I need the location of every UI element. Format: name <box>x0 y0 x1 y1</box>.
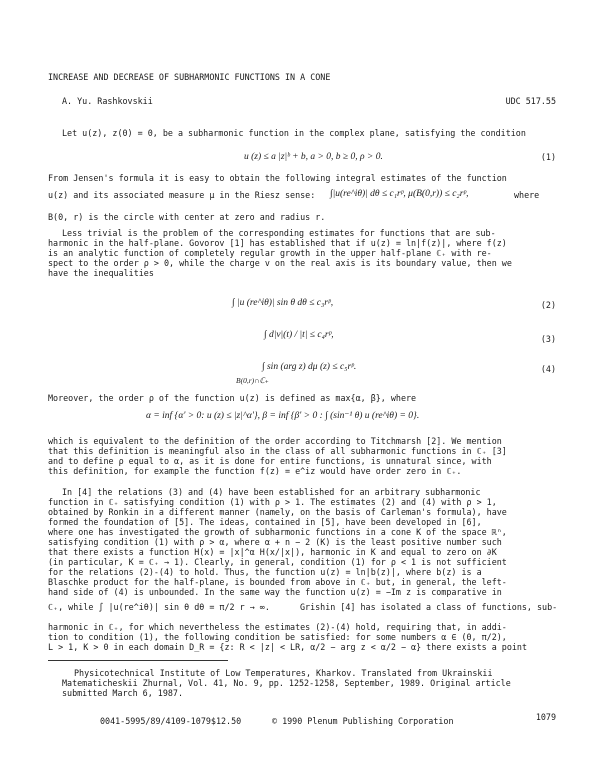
affiliation-line-3: submitted March 6, 1987. <box>62 688 184 698</box>
paragraph-5-line-4: this definition, for example the function f(z) = e^iz would have order zero in ℂ₊. <box>48 466 462 476</box>
paragraph-2-formula: ∫|u(re^iθ)| dθ ≤ c₁rᵖ, μ(B(0,r)) ≤ c₂rᵖ, <box>330 189 469 199</box>
paragraph-6-line-1: In [4] the relations (3) and (4) have been established for an arbitrary subharmonic <box>62 487 481 497</box>
paragraph-6-line-6: satisfying condition (1) with ρ > α, where α + n − 2 (K) is the least positive number such <box>48 537 502 547</box>
paragraph-3-line-5: have the inequalities <box>48 268 154 278</box>
footnote-rule <box>48 660 228 661</box>
affiliation-line-1: Physicotechnical Institute of Low Temperatures, Kharkov. Translated from Ukrainskii <box>74 668 493 678</box>
equation-4: ∫ sin (arg z) dμ (z) ≤ c₅rᵖ. <box>262 362 357 372</box>
paragraph-4: Moreover, the order ρ of the function u(z) is defined as max{α, β}, where <box>48 393 417 403</box>
equation-5: α = inf {α' > 0: u (z) ≤ |z|^α'}, β = inf {β' > 0 : ∫ (sin⁻¹ θ) u (re^iθ) = 0}. <box>146 411 420 421</box>
paragraph-6-line-9: for the relations (2)-(4) to hold. Thus, the function u(z) = ln|b(z)|, where b(z) is a <box>48 567 482 577</box>
page-number: 1079 <box>535 712 556 722</box>
paragraph-5-line-3: and to define ρ equal to α, as it is done for entire functions, is unnatural since, with <box>48 456 492 466</box>
paragraph-6-line-12b: Grishin [4] has isolated a class of functions, sub- <box>300 602 558 612</box>
affiliation-line-2: Matematicheskii Zhurnal, Vol. 41, No. 9, pp. 1252-1258, September, 1989. Original article <box>62 678 511 688</box>
equation-3-number: (3) <box>540 334 556 344</box>
paragraph-6-line-15: L > 1, K > 0 in each domain D_R = {z: R < |z| < LR, α/2 − arg z < α/2 − α} there exists a point <box>48 642 528 652</box>
paragraph-6-line-2: function in ℂ₊ satisfying condition (1) with ρ > 1. The estimates (2) and (4) with ρ > 1, <box>48 497 497 507</box>
equation-4-subscript: B(0,r)∩ℂ₊ <box>236 376 269 385</box>
paragraph-3-line-4: spect to the order ρ > 0, while the charge v on the real axis is its boundary value, then we <box>48 258 512 268</box>
paragraph-6-line-10: Blaschke product for the half-plane, is bounded from above in ℂ₊ but, in general, the left- <box>48 577 507 587</box>
issn-code: 0041-5995/89/4109-1079$12.50 <box>100 716 242 726</box>
udc-code: UDC 517.55 <box>505 96 556 106</box>
paragraph-6-line-11: hand side of (4) is unbounded. In the same way the function u(z) = −Im z is comparative in <box>48 587 502 597</box>
equation-2: ∫ |u (re^iθ)| sin θ dθ ≤ c₃rᵖ, <box>232 298 334 308</box>
paragraph-5-line-1: which is equivalent to the definition of the order according to Titchmarsh [2]. We mention <box>48 436 502 446</box>
paragraph-6-line-3: obtained by Ronkin in a different manner (namely, on the basis of Carleman's formula), have <box>48 507 507 517</box>
equation-1-number: (1) <box>540 152 556 162</box>
paragraph-3-line-1: Less trivial is the problem of the corresponding estimates for functions that are sub- <box>62 228 496 238</box>
paragraph-3-line-3: is an analytic function of completely regular growth in the upper half-plane ℂ₊ with re- <box>48 248 492 258</box>
paragraph-1-line-1: Let u(z), z(0) = 0, be a subharmonic function in the complex plane, satisfying the condition <box>62 128 526 138</box>
copyright-notice: © 1990 Plenum Publishing Corporation <box>272 716 454 726</box>
paragraph-6-line-13: harmonic in ℂ₊, for which nevertheless the estimates (2)-(4) hold, requiring that, in addi- <box>48 622 507 632</box>
paragraph-6-line-7: that there exists a function H(x) = |x|^α H(x/|x|), harmonic in K and equal to zero on ∂K <box>48 547 497 557</box>
equation-4-number: (4) <box>540 364 556 374</box>
paragraph-2-line-3: B(0, r) is the circle with center at zero and radius r. <box>48 212 326 222</box>
equation-1: u (z) ≤ a |z|ᵇ + b, a > 0, b ≥ 0, ρ > 0. <box>244 152 383 162</box>
paragraph-6-line-5: where one has investigated the growth of subharmonic functions in a cone K of the space ℝⁿ, <box>48 527 507 537</box>
paragraph-6-line-14: tion to condition (1), the following condition be satisfied: for some numbers α ∈ (0, π/2), <box>48 632 507 642</box>
equation-2-number: (2) <box>540 300 556 310</box>
paragraph-3-line-2: harmonic in the half-plane. Govorov [1] has established that if u(z) = ln|f(z)|, where f(z) <box>48 238 507 248</box>
paragraph-2-where: where <box>514 190 540 200</box>
paragraph-6-line-4: formed the foundation of [5]. The ideas, contained in [5], have been developed in [6], <box>48 517 482 527</box>
equation-3: ∫ d|v|(t) / |t| ≤ c₄rᵖ, <box>264 330 334 340</box>
paper-title: INCREASE AND DECREASE OF SUBHARMONIC FUNCTIONS IN A CONE <box>48 72 331 82</box>
paragraph-6-line-12a: ℂ₊, while ∫ |u(re^iθ)| sin θ dθ = π/2 r → ∞. <box>48 602 270 612</box>
author-name: A. Yu. Rashkovskii <box>62 96 153 106</box>
paragraph-6-line-8: (in particular, K = ℂ₊ → 1). Clearly, in general, condition (1) for ρ < 1 is not sufficient <box>48 557 507 567</box>
paragraph-2-line-2: u(z) and its associated measure μ in the Riesz sense: <box>48 190 316 200</box>
paragraph-2-line-1: From Jensen's formula it is easy to obtain the following integral estimates of the function <box>48 173 507 183</box>
paragraph-5-line-2: that this definition is meaningful also in the class of all subharmonic functions in ℂ₊ [3] <box>48 446 507 456</box>
